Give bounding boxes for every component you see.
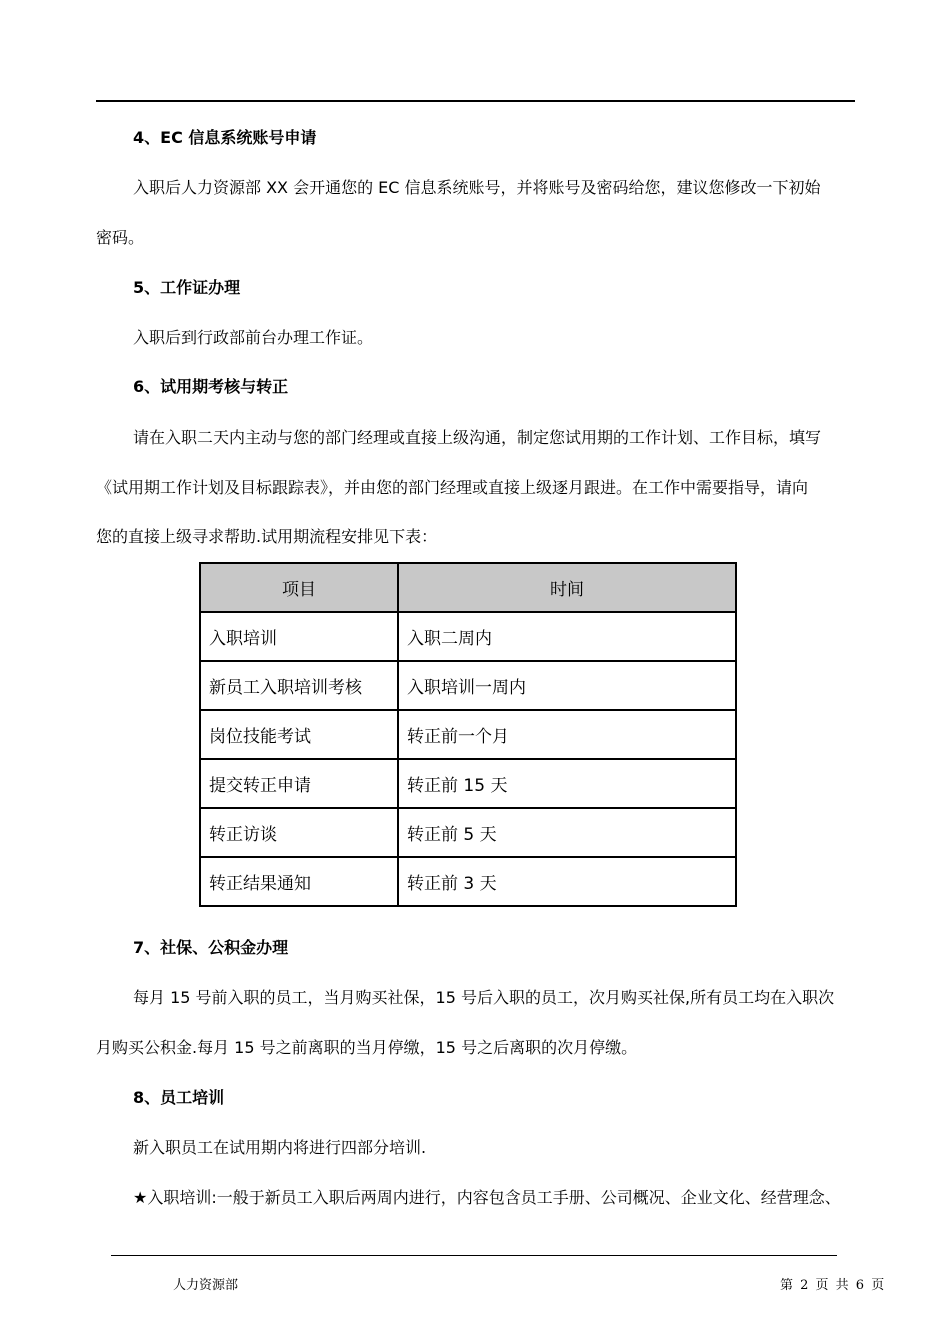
table-row (200, 857, 736, 906)
table-row (200, 808, 736, 857)
probation-schedule-table (199, 562, 737, 907)
table-cell-item: 转正访谈 (200, 808, 398, 857)
table-row (200, 710, 736, 759)
table-header-item: 项目 (200, 563, 398, 612)
table-cell-item: 转正结果通知 (200, 857, 398, 906)
table-cell-time: 转正前 15 天 (398, 759, 736, 808)
section-8-body-line-2: ★入职培训:一般于新员工入职后两周内进行，内容包含员工手册、公司概况、企业文化、经营理念、 (133, 1188, 841, 1207)
table-cell-item: 提交转正申请 (200, 759, 398, 808)
section-6-body-line-3: 您的直接上级寻求帮助.试用期流程安排见下表： (96, 527, 438, 546)
table-cell-time: 转正前 3 天 (398, 857, 736, 906)
section-4-title: 4、EC 信息系统账号申请 (133, 128, 317, 147)
table-cell-item: 岗位技能考试 (200, 710, 398, 759)
table-header-time: 时间 (398, 563, 736, 612)
section-5-title: 5、工作证办理 (133, 278, 241, 297)
section-4-body-line-1: 入职后人力资源部 XX 会开通您的 EC 信息系统账号，并将账号及密码给您，建议您修改一下初始 (133, 178, 821, 197)
section-4-body-line-2: 密码。 (96, 228, 145, 247)
table-cell-time: 入职培训一周内 (398, 661, 736, 710)
section-6-title: 6、试用期考核与转正 (133, 377, 289, 396)
table-cell-time: 转正前 5 天 (398, 808, 736, 857)
footer-rule (111, 1255, 837, 1256)
section-6-body-line-1: 请在入职二天内主动与您的部门经理或直接上级沟通，制定您试用期的工作计划、工作目标，填写 (133, 428, 822, 447)
header-rule (96, 100, 855, 102)
section-6-body-line-2: 《试用期工作计划及目标跟踪表》，并由您的部门经理或直接上级逐月跟进。在工作中需要指导，请向 (96, 478, 809, 497)
table-cell-time: 转正前一个月 (398, 710, 736, 759)
footer-department: 人力资源部 (173, 1278, 239, 1293)
section-8-body-line-1: 新入职员工在试用期内将进行四部分培训. (133, 1138, 427, 1157)
table-row (200, 612, 736, 661)
section-7-title: 7、社保、公积金办理 (133, 938, 289, 957)
table-cell-item: 新员工入职培训考核 (200, 661, 398, 710)
footer-page-number: 第 2 页 共 6 页 (780, 1278, 885, 1293)
table-row (200, 759, 736, 808)
table-cell-item: 入职培训 (200, 612, 398, 661)
section-7-body-line-2: 月购买公积金.每月 15 号之前离职的当月停缴，15 号之后离职的次月停缴。 (96, 1038, 638, 1057)
section-7-body-line-1: 每月 15 号前入职的员工，当月购买社保，15 号后入职的员工，次月购买社保,所有员工均在入职次 (133, 988, 835, 1007)
section-8-title: 8、员工培训 (133, 1088, 225, 1107)
table-cell-time: 入职二周内 (398, 612, 736, 661)
table-row (200, 661, 736, 710)
section-5-body: 入职后到行政部前台办理工作证。 (133, 328, 374, 347)
table-header-row (200, 563, 736, 612)
